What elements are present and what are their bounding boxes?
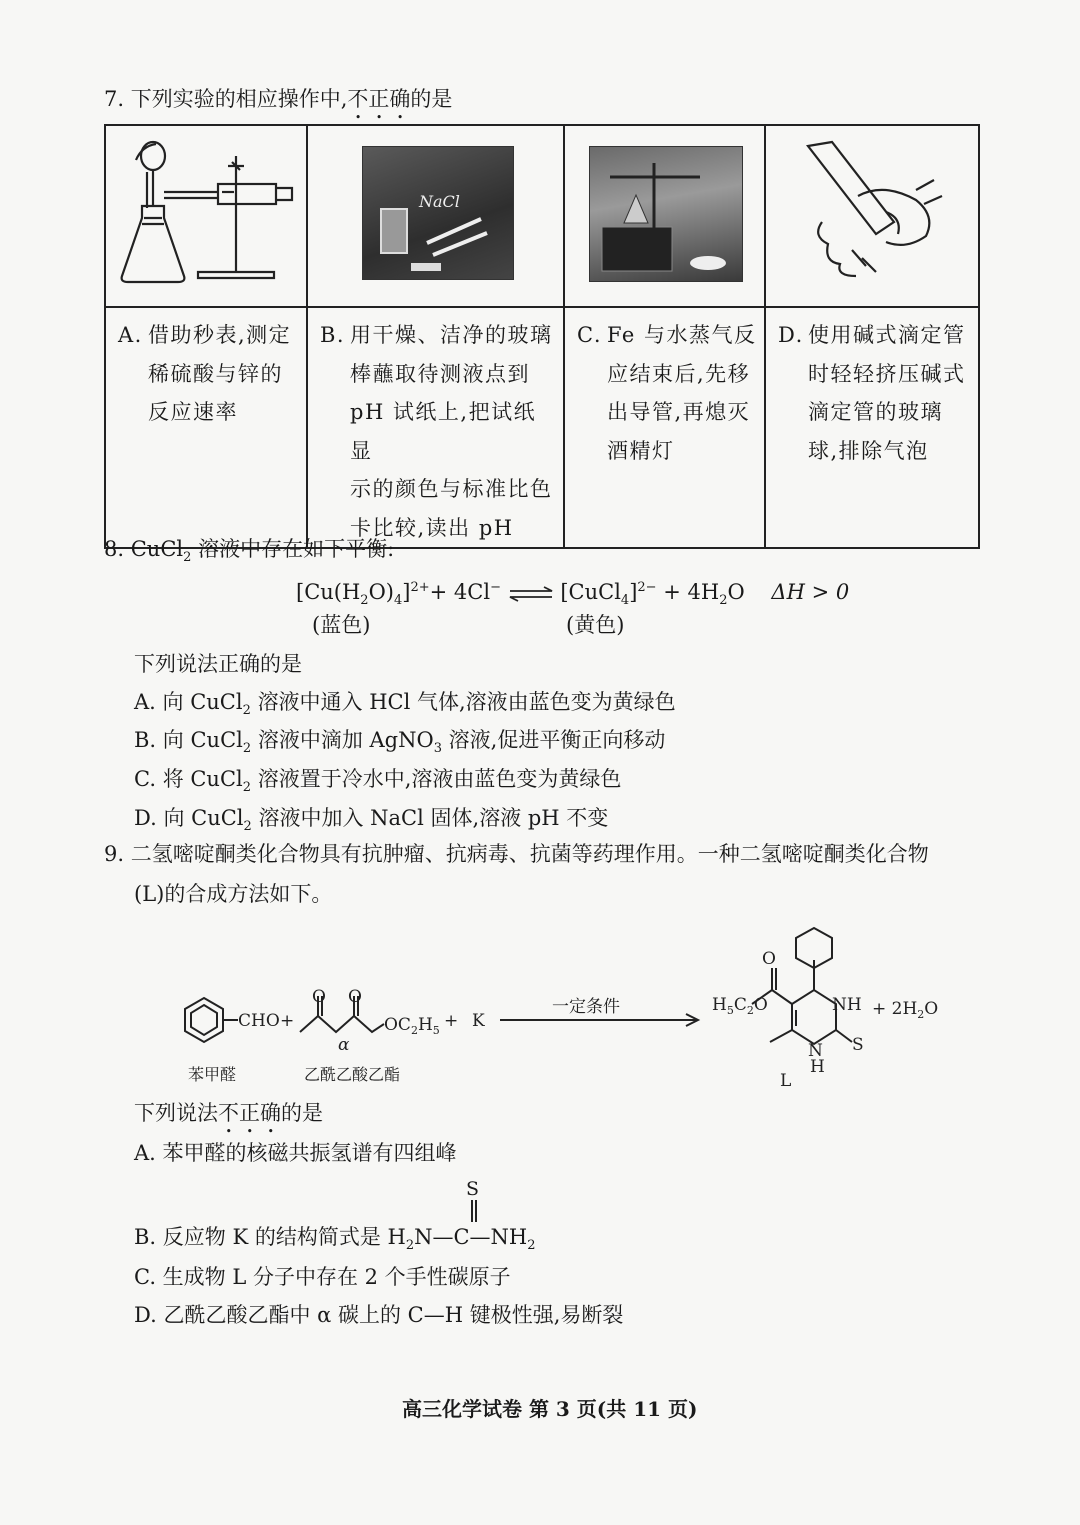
q8-stem: 8. CuCl$_2$ 溶液中存在如下平衡:	[104, 537, 395, 566]
benzene-ring-icon	[185, 998, 223, 1042]
svg-text:O: O	[312, 987, 326, 1007]
q9-stem-line2: (L)的合成方法如下。	[134, 882, 333, 906]
svg-text:一定条件: 一定条件	[552, 997, 620, 1017]
q7-option-c: C. Fe 与水蒸气反 应结束后,先移 出导管,再熄灭 酒精灯	[564, 307, 765, 548]
q9-option-b-sulfur: S	[466, 1178, 480, 1200]
q9-stem-line1: 9. 二氢嘧啶酮类化合物具有抗肿瘤、抗病毒、抗菌等药理作用。一种二氢嘧啶酮类化合物	[104, 842, 929, 866]
svg-text:H5C2O: $H_5C_2O$	[712, 995, 768, 1017]
q7-image-d	[765, 125, 979, 307]
q8-option-a: A. 向 CuCl$_2$ 溶液中通入 HCl 气体,溶液由蓝色变为黄绿色	[134, 690, 676, 719]
svg-text:N: N	[808, 1041, 823, 1061]
svg-text:L: L	[780, 1071, 792, 1091]
q7-image-b	[307, 125, 564, 307]
svg-text:O: O	[762, 949, 776, 969]
svg-text:+ 2H2O: + $2H_2O$	[872, 999, 939, 1021]
q9-option-b: B. 反应物 K 的结构简式是 $H_2N—C—NH_2$	[134, 1225, 536, 1254]
svg-text:苯甲醛: 苯甲醛	[188, 1065, 237, 1084]
product-ring-icon	[752, 928, 852, 1044]
flask-syringe-apparatus-icon	[106, 126, 306, 302]
burette-squeeze-icon	[766, 126, 978, 302]
q9-option-b-double-bond	[471, 1200, 477, 1222]
page-footer: 高三化学试卷 第 3 页(共 11 页)	[402, 1397, 698, 1421]
svg-text:O: O	[348, 987, 362, 1007]
svg-text:S: S	[852, 1035, 864, 1055]
ph-paper-photo	[362, 146, 514, 280]
svg-text:乙酰乙酸乙酯: 乙酰乙酸乙酯	[304, 1065, 401, 1084]
svg-text:H: H	[810, 1057, 825, 1077]
q7-stem: 7. 下列实验的相应操作中,不正确的是	[104, 87, 453, 111]
q7-image-c	[564, 125, 765, 307]
q8-equation: $[Cu(H_2O)_4]^{2+}+ 4Cl^-$ [CuCl$_4$]$^{2-}$ + $4H_2O$ ΔH > 0	[296, 580, 850, 609]
q9-option-d: D. 乙酰乙酸乙酯中 α 碳上的 C—H 键极性强,易断裂	[134, 1303, 624, 1327]
svg-text:NaCl: NaCl	[419, 192, 460, 211]
q7-option-d: D. 使用碱式滴定管 时轻轻挤压碱式 滴定管的玻璃 球,排除气泡	[765, 307, 979, 548]
q9-option-c: C. 生成物 L 分子中存在 2 个手性碳原子	[134, 1265, 511, 1289]
q8-option-b: B. 向 CuCl$_2$ 溶液中滴加 AgNO$_3$ 溶液,促进平衡正向移动	[134, 728, 666, 757]
alcohol-lamp-icon	[590, 147, 742, 281]
equilibrium-arrow-icon	[508, 586, 554, 602]
reaction-scheme	[160, 920, 960, 1100]
q8-blue-label: (蓝色)	[312, 613, 371, 637]
q7-option-a: A. 借助秒表,测定 稀硫酸与锌的 反应速率	[105, 307, 307, 548]
q8-option-c: C. 将 CuCl$_2$ 溶液置于冷水中,溶液由蓝色变为黄绿色	[134, 767, 622, 796]
q8-yellow-label: (黄色)	[566, 613, 625, 637]
q8-question: 下列说法正确的是	[134, 652, 302, 676]
q7-option-b: B. 用干燥、洁净的玻璃 棒蘸取待测液点到 pH 试纸上,把试纸显 示的颜色与标准比色 卡比较,读出 pH	[307, 307, 564, 548]
q7-table	[104, 124, 980, 549]
q7-image-a	[105, 125, 307, 307]
svg-text:α: α	[338, 1035, 350, 1055]
svg-text:NH: NH	[832, 995, 862, 1015]
iron-steam-photo	[589, 146, 743, 282]
svg-text:CHO: CHO	[238, 1011, 280, 1031]
glass-rod-icon	[363, 147, 513, 279]
svg-text:+: +	[280, 1011, 295, 1031]
q9-option-a: A. 苯甲醛的核磁共振氢谱有四组峰	[134, 1141, 457, 1165]
q9-question: 下列说法不正确的是	[134, 1101, 323, 1125]
svg-text:+: +	[444, 1011, 459, 1031]
svg-text:K: K	[472, 1011, 485, 1031]
svg-text:OC2H5: $OC_2H_5$	[384, 1015, 440, 1037]
q8-option-d: D. 向 CuCl$_2$ 溶液中加入 NaCl 固体,溶液 pH 不变	[134, 806, 609, 835]
